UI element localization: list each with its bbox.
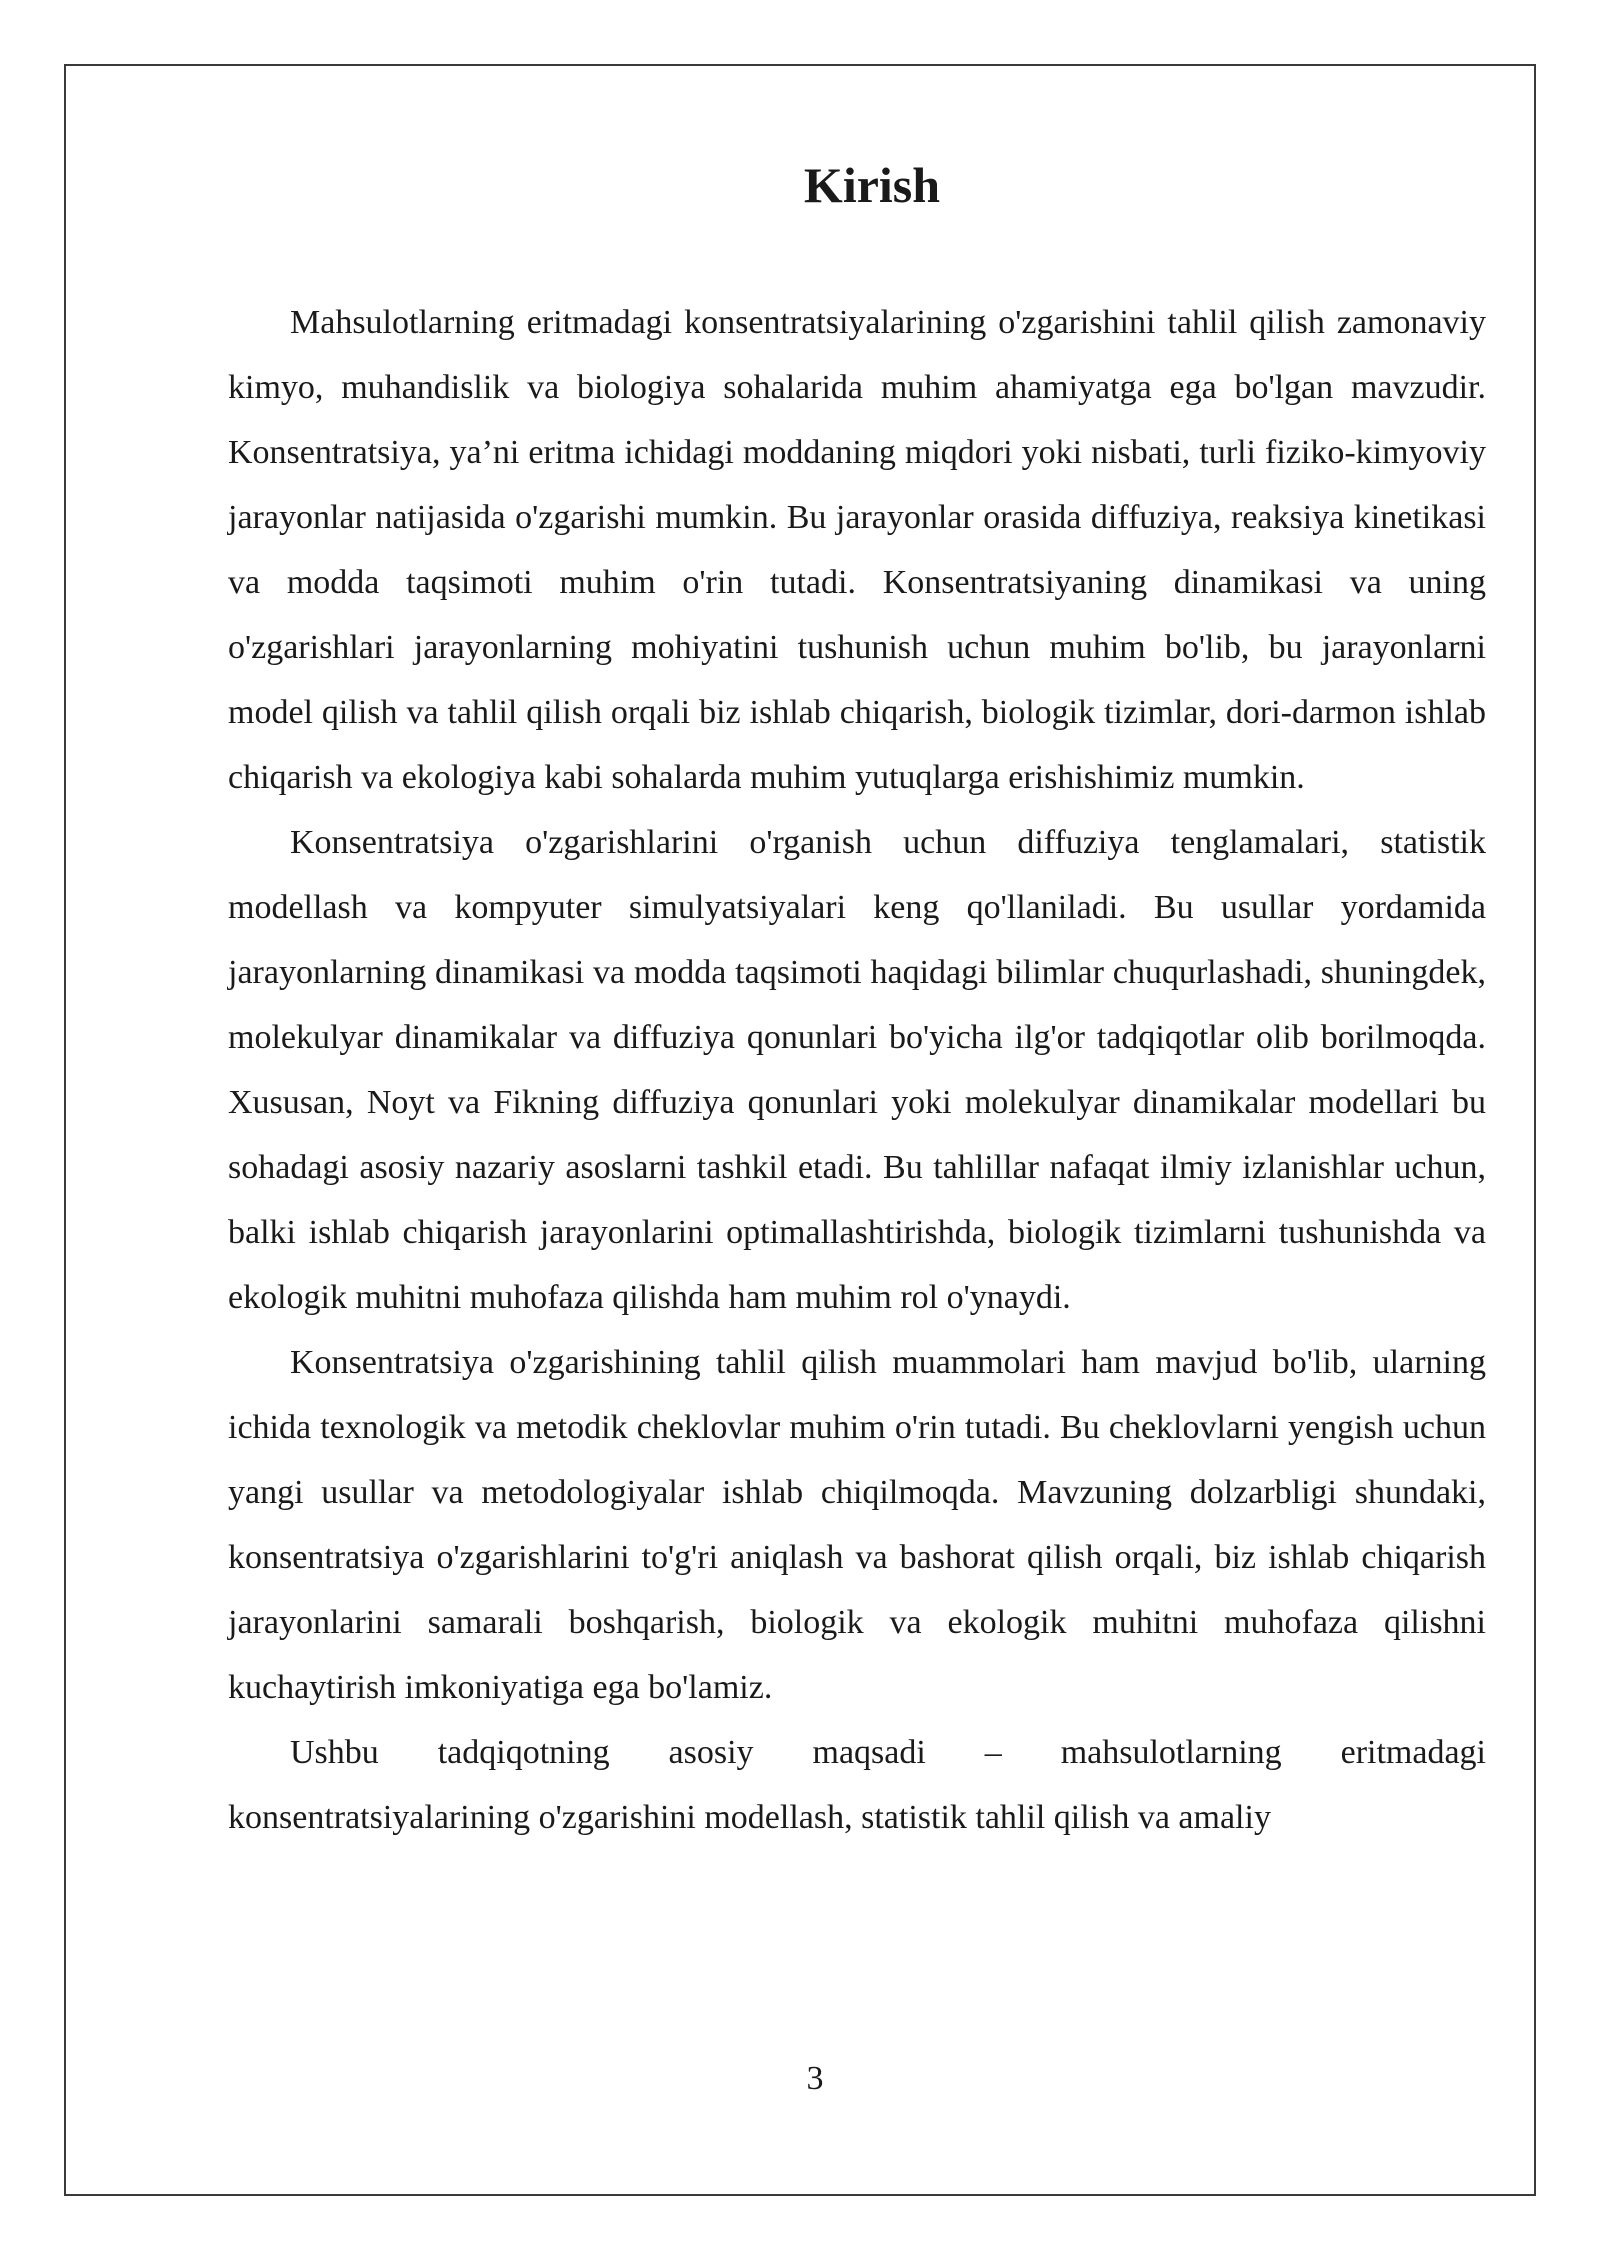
paragraph-2: Konsentratsiya o'zgarishlarini o'rganish uchun diffuziya tenglamalari, statistik modellash va kompyuter simulyatsiyalari keng qo'llaniladi. Bu usullar yordamida jarayonlarning dinamikasi va modda taqsimoti haqidagi bilimlar chuqurlashadi, shuningdek, molekulyar dinamikalar va diffuziya qonunlari bo'yicha ilg'or tadqiqotlar olib borilmoqda. Xususan, Noyt va Fikning diffuziya qonunlari yoki molekulyar dinamikalar modellari bu sohadagi asosiy nazariy asoslarni tashkil etadi. Bu tahlillar nafaqat ilmiy izlanishlar uchun, balki ishlab chiqarish jarayonlarini optimallashtirishda, biologik tizimlarni tushunishda va ekologik muhitni muhofaza qilishda ham muhim rol o'ynaydi. — [228, 824, 1486, 1316]
paragraph-4: Ushbu tadqiqotning asosiy maqsadi – mahsulotlarning eritmadagi konsentratsiyalarining o'zgarishini modellash, statistik tahlil qilish va amaliy — [228, 1734, 1486, 1836]
page-number: 3 — [806, 2060, 824, 2097]
paragraph-3: Konsentratsiya o'zgarishining tahlil qilish muammolari ham mavjud bo'lib, ularning ichida texnologik va metodik cheklovlar muhim o'rin tutadi. Bu cheklovlarni yengish uchun yangi usullar va metodologiyalar ishlab chiqilmoqda. Mavzuning dolzarbligi shundaki, konsentratsiya o'zgarishlarini to'g'ri aniqlash va bashorat qilish orqali, biz ishlab chiqarish jarayonlarini samarali boshqarish, biologik va ekologik muhitni muhofaza qilishni kuchaytirish imkoniyatiga ega bo'lamiz. — [228, 1344, 1486, 1706]
paragraph-1: Mahsulotlarning eritmadagi konsentratsiyalarining o'zgarishini tahlil qilish zamonaviy kimyo, muhandislik va biologiya sohalarida muhim ahamiyatga ega bo'lgan mavzudir. Konsentratsiya, ya’ni eritma ichidagi moddaning miqdori yoki nisbati, turli fiziko-kimyoviy jarayonlar natijasida o'zgarishi mumkin. Bu jarayonlar orasida diffuziya, reaksiya kinetikasi va modda taqsimoti muhim o'rin tutadi. Konsentratsiyaning dinamikasi va uning o'zgarishlari jarayonlarning mohiyatini tushunish uchun muhim bo'lib, bu jarayonlarni model qilish va tahlil qilish orqali biz ishlab chiqarish, biologik tizimlar, dori-darmon ishlab chiqarish va ekologiya kabi sohalarda muhim yutuqlarga erishishimiz mumkin. — [228, 304, 1486, 796]
page-content — [228, 150, 1486, 1850]
page-title: Kirish — [803, 157, 941, 213]
